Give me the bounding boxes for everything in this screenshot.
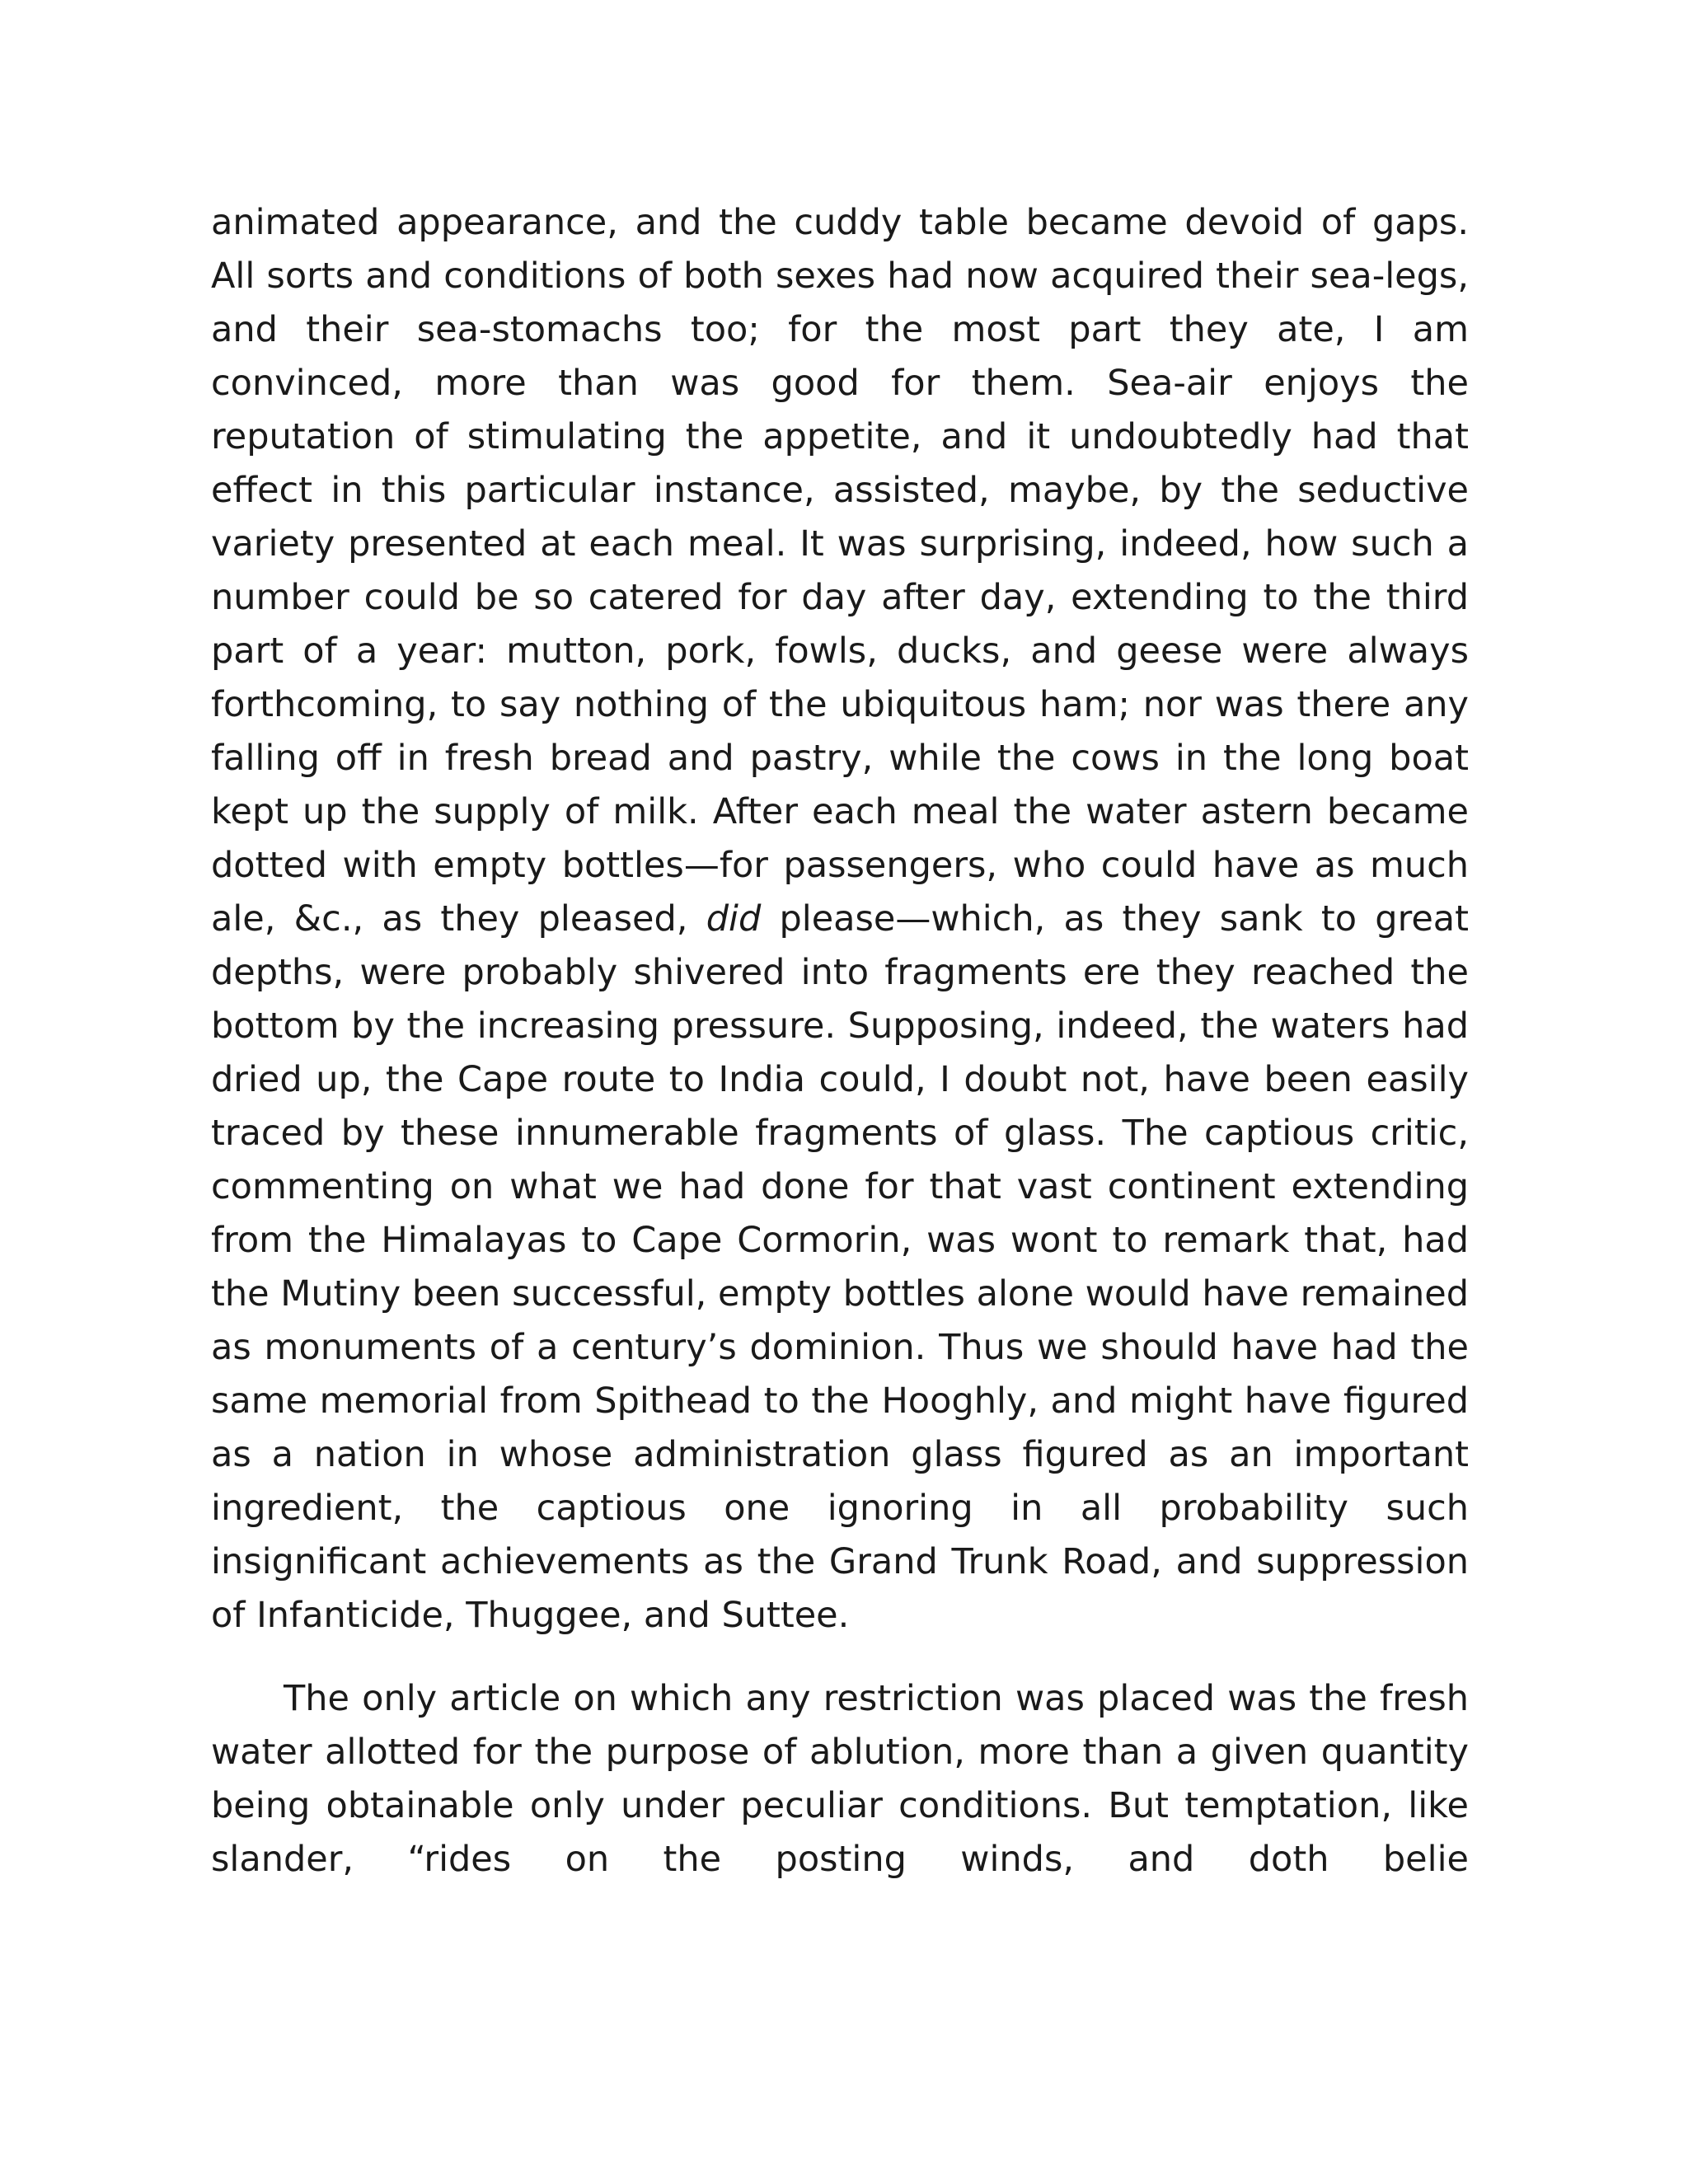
page-text [211, 196, 1469, 1886]
emphasis-did: did [706, 898, 762, 940]
paragraph-1 [211, 196, 1469, 1643]
paragraph-2: The only article on which any restriction was placed was the fresh water allotted for the purpose of ablution, more than a given quantity being obtainable only under peculiar conditions. But temptation, like slander, “rides on the posting winds, and doth belie [211, 1678, 1469, 1880]
paragraph-1-part-2: please—which, as they sank to great depths, were probably shivered into fragments ere they reached the bottom by the increasing pressure. Supposing, indeed, the waters had dried up, the Cape route to India could, I doubt not, have been easily traced by these innumerable fragments of glass. The captious critic, commenting on what we had done for that vast continent extending from the Himalayas to Cape Cormorin, was wont to remark that, had the Mutiny been successful, empty bottles alone would have remained as monuments of a century’s dominion. Thus we should have had the same memorial from Spithead to the Hooghly, and might have figured as a nation in whose administration glass figured as an important ingredient, the captious one ignoring in all probability such insignificant achievements as the Grand Trunk Road, and suppression of Infanticide, Thuggee, and Suttee. [211, 898, 1469, 1636]
paragraph-1-part-1: animated appearance, and the cuddy table became devoid of gaps. All sorts and conditions of both sexes had now acquired their sea-legs, and their sea-stomachs too; for the most part they ate, I am convinced, more than was good for them. Sea-air enjoys the reputation of stimulating the appetite, and it undoubtedly had that effect in this particular instance, assisted, maybe, by the seductive variety presented at each meal. It was surprising, indeed, how such a number could be so catered for day after day, extending to the third part of a year: mutton, pork, fowls, ducks, and geese were always forthcoming, to say nothing of the ubiquitous ham; nor was there any falling off in fresh bread and pastry, while the cows in the long boat kept up the supply of milk. After each meal the water astern became dotted with empty bottles—for passengers, who could have as much ale, &c., as they pleased, [211, 202, 1469, 940]
